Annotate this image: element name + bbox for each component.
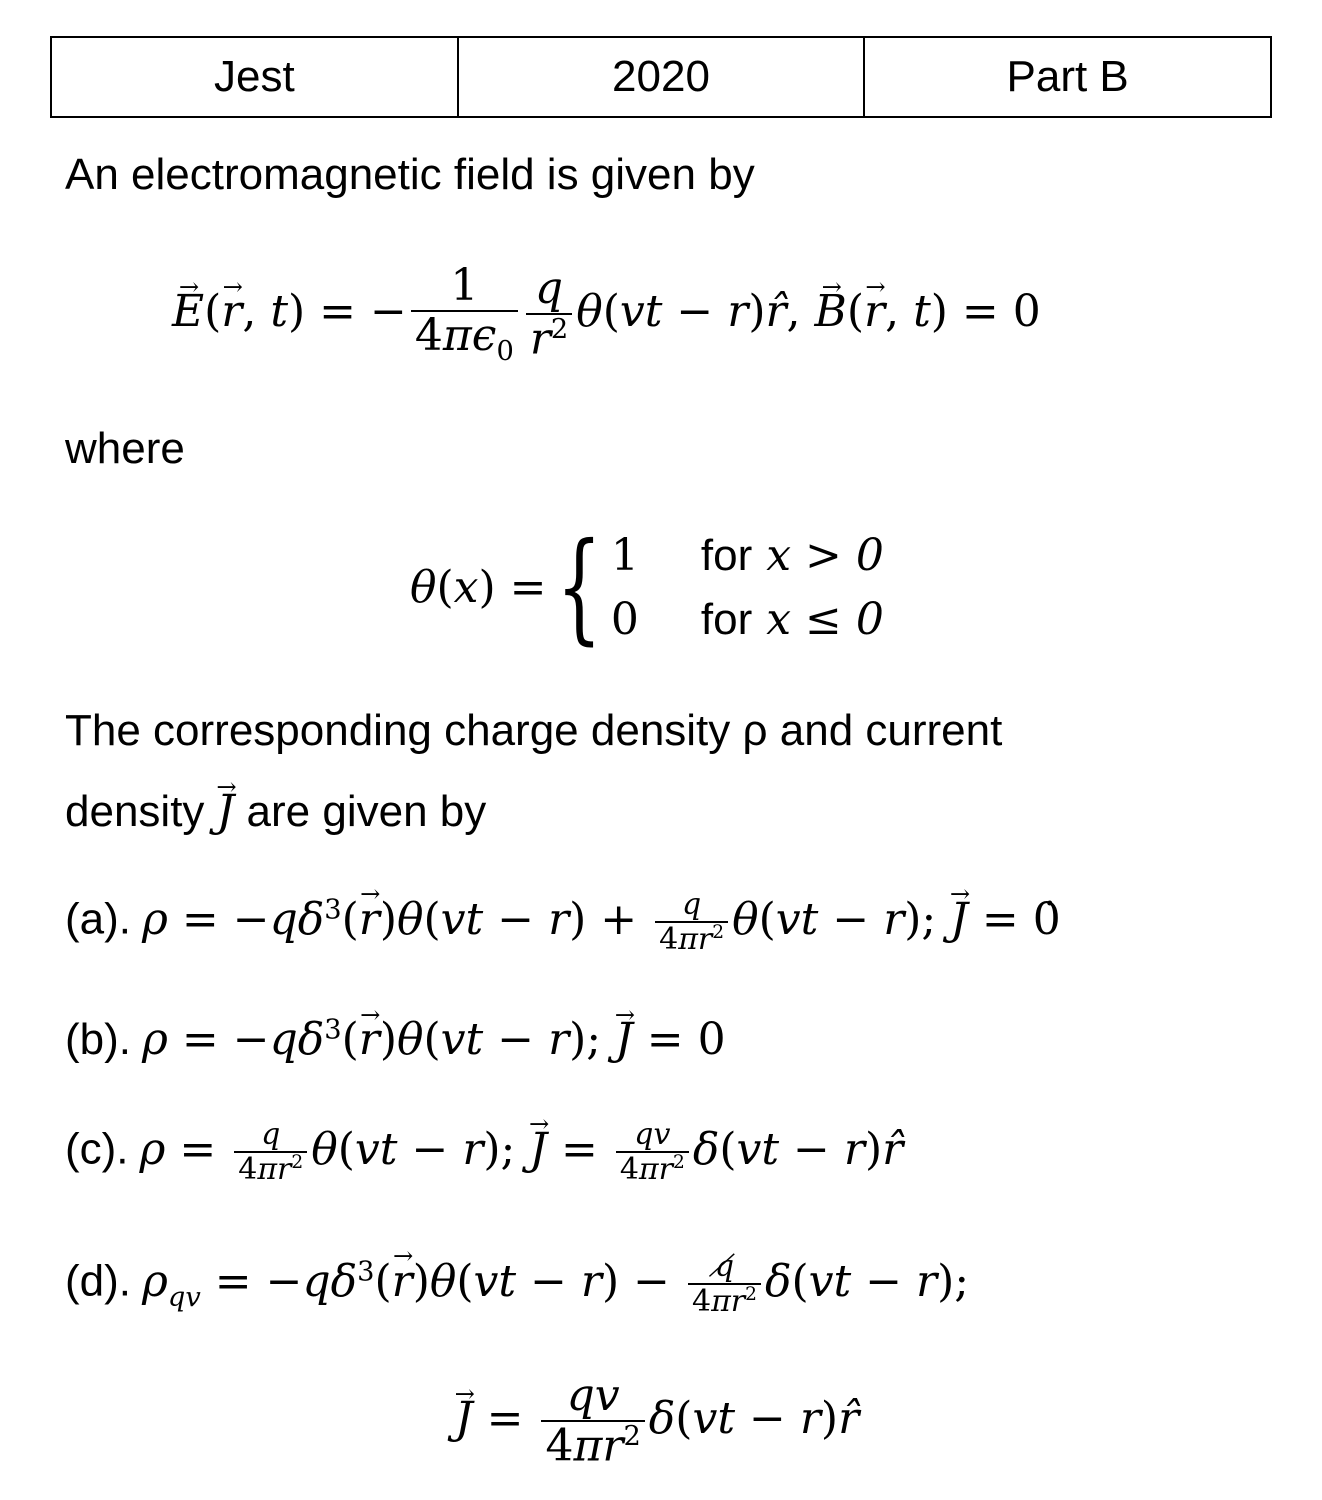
option-b[interactable]: (b). $\rho = -q\delta^3(\to r)\theta(vt - r)$; → J = 0 — [65, 1014, 726, 1065]
question-line-1: The corresponding charge density ρ and current — [65, 706, 1003, 755]
header-part: Part B — [864, 37, 1271, 117]
intro-text: An electromagnetic field is given by — [65, 150, 755, 199]
header-table — [50, 36, 1272, 118]
theta-definition: θ(x) ={ 1 for x > 0 0 for x ≤ 0 — [410, 517, 884, 657]
option-d-current: → J = $\frac{qv}{4\pi r^2}$ δ(vt − r)r̂ — [455, 1372, 859, 1471]
header-exam: Jest — [51, 37, 458, 117]
option-c[interactable]: (c). ρ = $\frac{q}{4\pi r^2}$ θ(vt − r); → J = $\frac{qv}{4\pi r^2}$ δ(vt − r)r̂ — [65, 1118, 903, 1186]
question-line-2: density → J are given by — [65, 786, 486, 837]
header-year: 2020 — [458, 37, 865, 117]
where-text: where — [65, 424, 185, 473]
option-a[interactable]: (a). $\rho = -q\delta^3(\to r)\theta(vt - r)$ + $\frac{q}{4\pi r^2}$ θ(vt − r); → J = 0̇ — [65, 888, 1061, 956]
field-equation: → E(→ r, t) = − $\frac{1}{4\pi\epsilon_0}$ $\frac{q}{r^2}$ θ(vt − r)r̂, → B(→ r, t) = 0 — [172, 262, 1041, 367]
option-d[interactable]: (d). $\rho_{qv} = -q\delta^3(\to r)\theta(vt - r)$ − $\frac{q̸}{4\pi r^2}$ δ(vt − r); — [65, 1250, 969, 1318]
